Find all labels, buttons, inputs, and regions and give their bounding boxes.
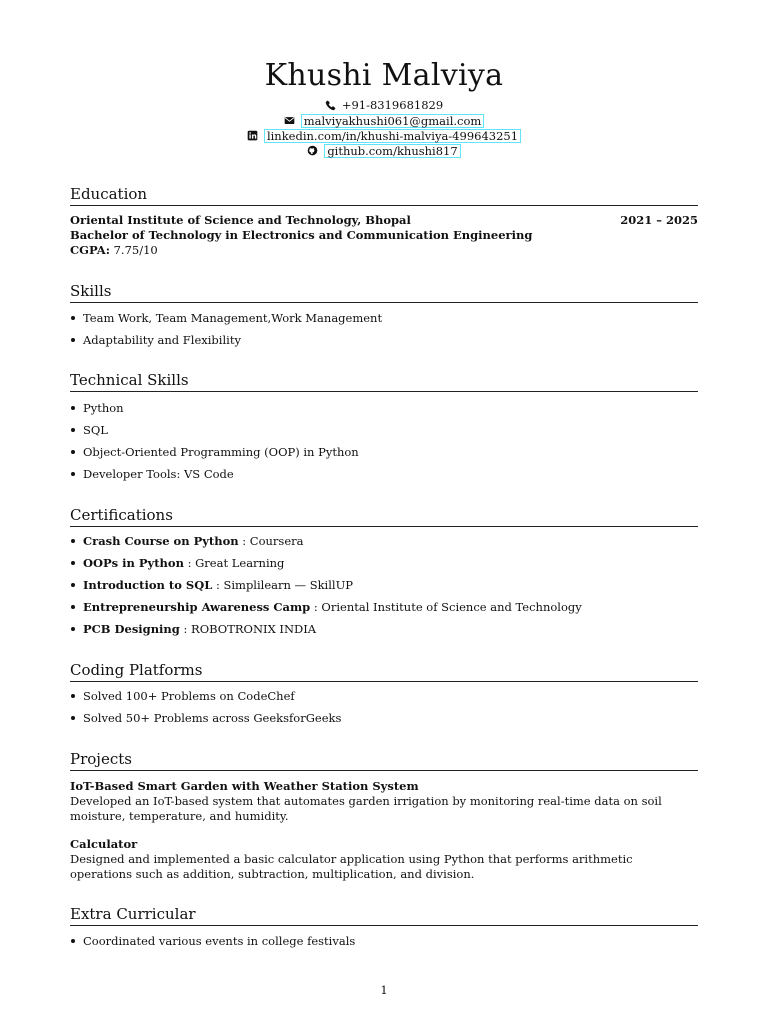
list-item: SQL [70, 423, 698, 445]
github-link[interactable]: github.com/khushi817 [324, 144, 460, 158]
phone-icon [325, 100, 336, 111]
education-years: 2021 – 2025 [620, 213, 698, 227]
list-item [70, 534, 698, 556]
education-institution: Oriental Institute of Science and Technology, Bhopal [70, 213, 411, 227]
certification-name: Introduction to SQL [83, 578, 213, 592]
project-description: Developed an IoT-based system that automates garden irrigation by monitoring real-time data on soil moisture, temperature, and humidity. [70, 794, 662, 823]
list-item [70, 600, 698, 622]
technical-skills-heading: Technical Skills [70, 370, 698, 392]
list-item: Solved 100+ Problems on CodeChef [70, 689, 698, 711]
certification-provider: : Oriental Institute of Science and Technology [310, 600, 582, 614]
linkedin-icon [247, 130, 258, 141]
github-icon [307, 145, 318, 156]
skills-list [70, 311, 698, 355]
contact-list [70, 98, 698, 158]
list-item: Python [70, 401, 698, 423]
list-item: Developer Tools: VS Code [70, 467, 698, 489]
email-link[interactable]: malviyakhushi061@gmail.com [301, 114, 485, 128]
linkedin-link[interactable]: linkedin.com/in/khushi-malviya-499643251 [264, 129, 521, 143]
contact-linkedin [70, 128, 698, 143]
list-item: Team Work, Team Management,Work Management [70, 311, 698, 333]
list-item: Adaptability and Flexibility [70, 333, 698, 355]
certifications-heading: Certifications [70, 505, 698, 527]
skills-heading: Skills [70, 281, 698, 303]
certification-name: PCB Designing [83, 622, 180, 636]
phone-number: +91-8319681829 [341, 98, 444, 112]
education-heading: Education [70, 184, 698, 206]
envelope-icon [284, 115, 295, 126]
contact-email [70, 113, 698, 128]
education-cgpa [70, 243, 158, 258]
cgpa-label: CGPA: [70, 243, 110, 257]
project-title: IoT-Based Smart Garden with Weather Station System [70, 779, 419, 793]
certification-provider: : Great Learning [183, 556, 285, 570]
contact-github [70, 143, 698, 158]
candidate-name: Khushi Malviya [264, 58, 504, 93]
certification-name: OOPs in Python [83, 556, 184, 570]
coding-platforms-heading: Coding Platforms [70, 660, 698, 682]
coding-platforms-list [70, 689, 698, 733]
cgpa-value: 7.75/10 [109, 243, 158, 257]
certification-provider: : Coursera [238, 534, 304, 548]
projects-heading: Projects [70, 749, 698, 771]
page-number: 1 [380, 983, 388, 997]
project-title: Calculator [70, 837, 138, 851]
extra-curricular-heading: Extra Curricular [70, 904, 698, 926]
list-item [70, 578, 698, 600]
certification-provider: : ROBOTRONIX INDIA [179, 622, 317, 636]
extra-curricular-list [70, 934, 698, 956]
certification-provider: : Simplilearn — SkillUP [212, 578, 354, 592]
certifications-list [70, 534, 698, 644]
certification-name: Entrepreneurship Awareness Camp [83, 600, 311, 614]
list-item [70, 622, 698, 644]
contact-phone [70, 98, 698, 113]
education-degree: Bachelor of Technology in Electronics and Communication Engineering [70, 228, 533, 242]
list-item [70, 556, 698, 578]
technical-skills-list [70, 401, 698, 489]
project-description: Designed and implemented a basic calculator application using Python that performs arithmetic operations such as addition, subtraction, multiplication, and division. [70, 852, 633, 881]
list-item: Coordinated various events in college festivals [70, 934, 698, 956]
list-item: Solved 50+ Problems across GeeksforGeeks [70, 711, 698, 733]
certification-name: Crash Course on Python [83, 534, 239, 548]
list-item: Object-Oriented Programming (OOP) in Python [70, 445, 698, 467]
